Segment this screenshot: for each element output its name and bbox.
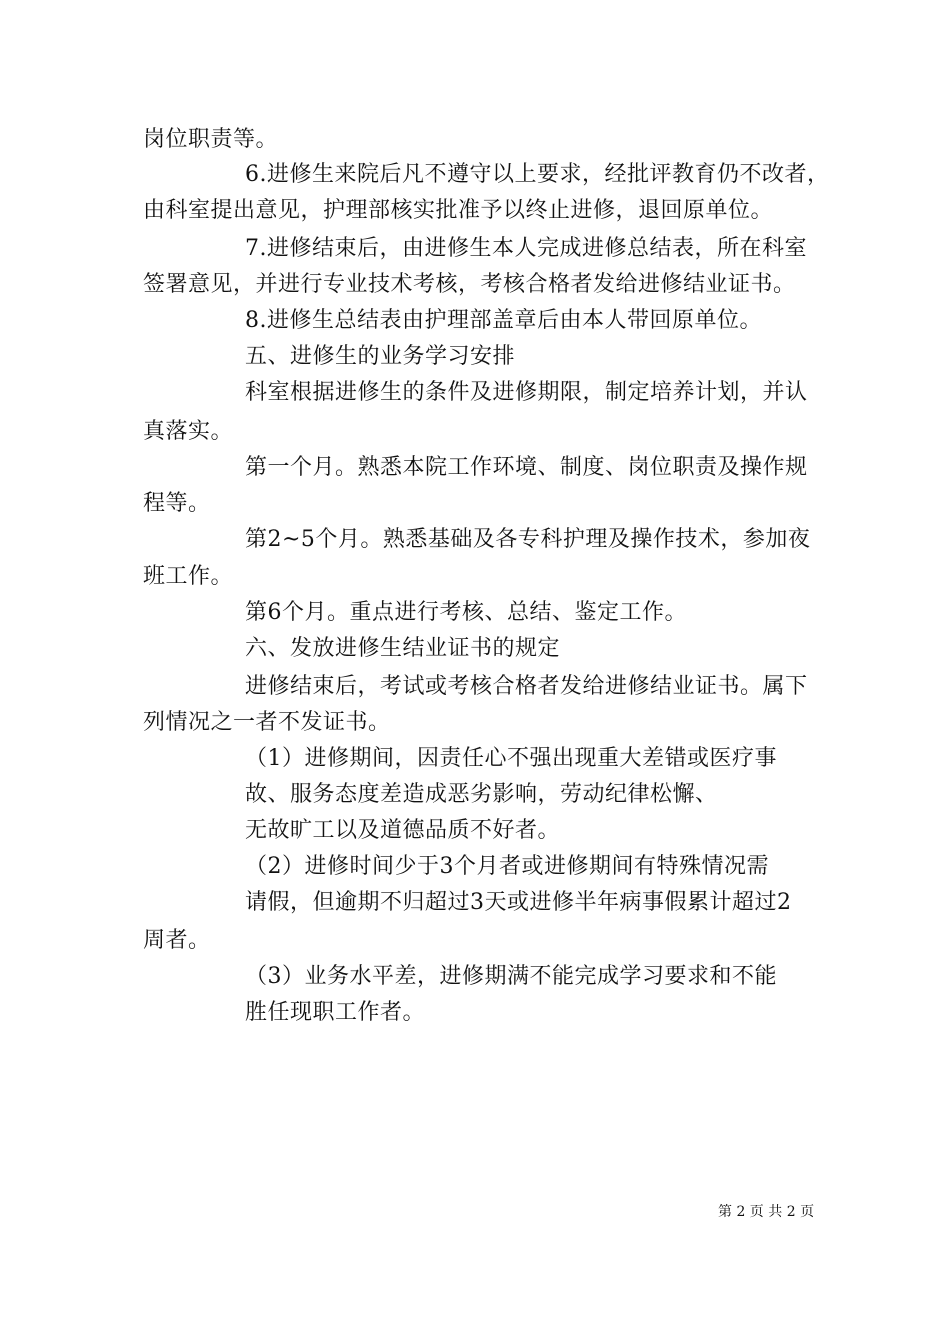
text-line: 7.进修结束后，由进修生本人完成进修总结表，所在科室 (245, 236, 807, 261)
text-line: 周者。 (143, 928, 211, 953)
text-line: 第2~5个月。熟悉基础及各专科护理及操作技术，参加夜 (245, 527, 811, 552)
text-line: 第一个月。熟悉本院工作环境、制度、岗位职责及操作规 (245, 455, 808, 480)
list-item: （3）业务水平差，进修期满不能完成学习要求和不能 (245, 964, 777, 989)
text-line: 进修结束后，考试或考核合格者发给进修结业证书。属下 (245, 674, 808, 699)
section-heading: 六、发放进修生结业证书的规定 (245, 636, 561, 661)
page-number: 第 2 页 共 2 页 (718, 1204, 815, 1220)
text-line: 6.进修生来院后凡不遵守以上要求，经批评教育仍不改者， (245, 162, 830, 187)
text-line: 请假，但逾期不归超过3天或进修半年病事假累计超过2 (245, 890, 792, 915)
list-item: （2）进修时间少于3个月者或进修期间有特殊情况需 (245, 854, 769, 879)
list-item: （1）进修期间，因责任心不强出现重大差错或医疗事 (245, 746, 777, 771)
text-line: 科室根据进修生的条件及进修期限，制定培养计划，并认 (245, 380, 808, 405)
text-line: 无故旷工以及道德品质不好者。 (245, 818, 561, 843)
text-line: 列情况之一者不发证书。 (143, 710, 391, 735)
text-line: 第6个月。重点进行考核、总结、鉴定工作。 (245, 600, 687, 625)
text-line: 岗位职责等。 (143, 127, 279, 152)
text-line: 8.进修生总结表由护理部盖章后由本人带回原单位。 (245, 308, 762, 333)
section-heading: 五、进修生的业务学习安排 (245, 344, 516, 369)
text-line: 胜任现职工作者。 (245, 1000, 426, 1025)
text-line: 签署意见，并进行专业技术考核，考核合格者发给进修结业证书。 (143, 272, 796, 297)
text-line: 程等。 (143, 491, 211, 516)
text-line: 真落实。 (143, 419, 234, 444)
text-line: 由科室提出意见，护理部核实批准予以终止进修，退回原单位。 (143, 198, 774, 223)
text-line: 班工作。 (143, 564, 234, 589)
text-line: 故、服务态度差造成恶劣影响，劳动纪律松懈、 (245, 782, 718, 807)
